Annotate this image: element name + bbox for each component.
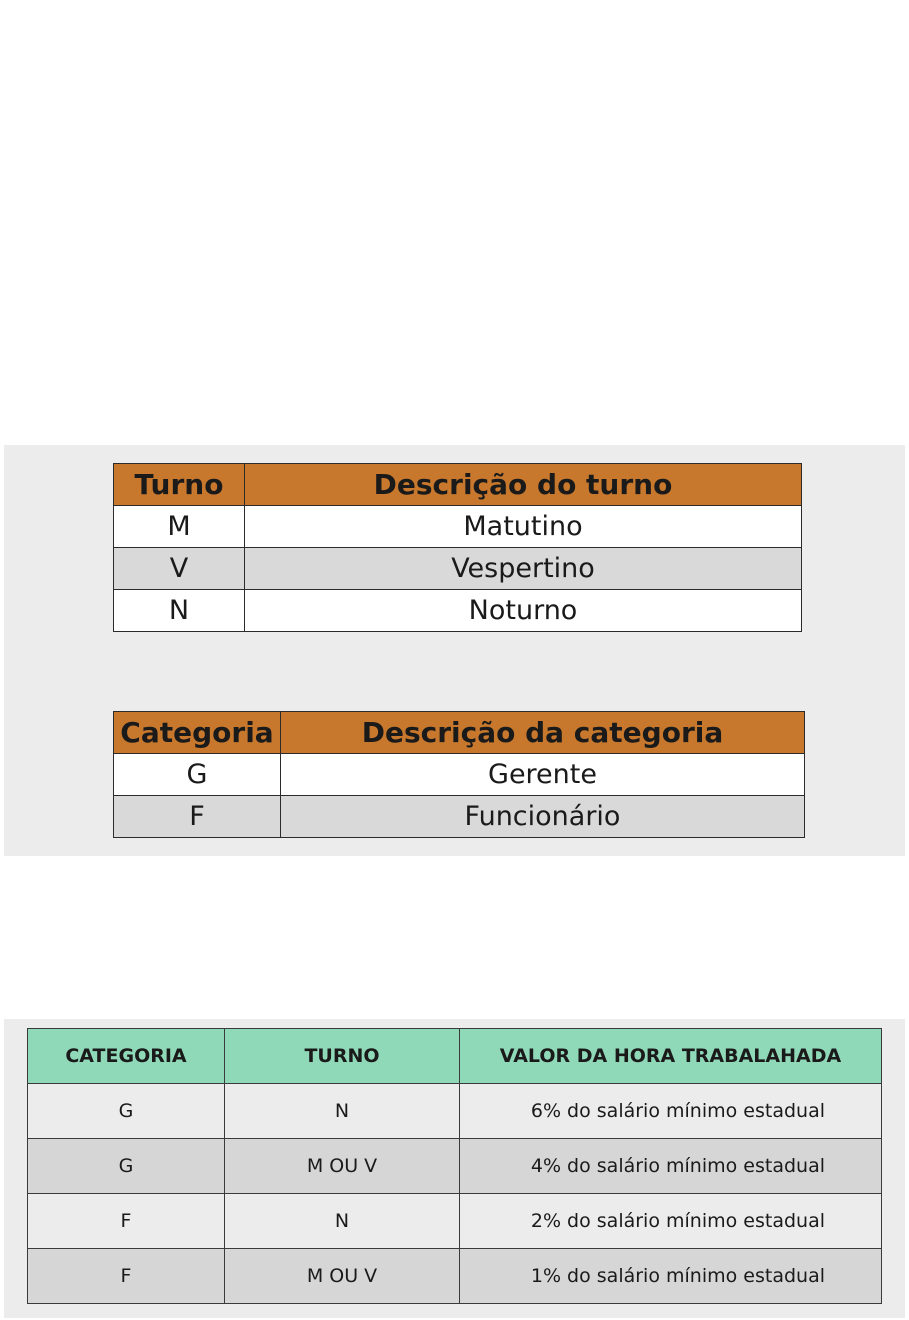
table-row bbox=[28, 1084, 882, 1139]
table-cell: N bbox=[114, 590, 245, 632]
table-cell: Gerente bbox=[281, 754, 805, 796]
categoria-table bbox=[113, 711, 805, 838]
table-row bbox=[114, 548, 802, 590]
table-cell: G bbox=[28, 1084, 225, 1139]
table-cell: G bbox=[114, 754, 281, 796]
table-cell: V bbox=[114, 548, 245, 590]
table-row bbox=[114, 590, 802, 632]
table-cell: F bbox=[28, 1249, 225, 1304]
table-header-row bbox=[28, 1029, 882, 1084]
table-cell: Matutino bbox=[245, 506, 802, 548]
turno-table bbox=[113, 463, 802, 632]
table-row bbox=[114, 506, 802, 548]
valor-hora-table bbox=[27, 1028, 882, 1304]
table-row bbox=[114, 754, 805, 796]
column-header-descricao-turno: Descrição do turno bbox=[245, 464, 802, 506]
table-cell: 4% do salário mínimo estadual bbox=[460, 1139, 882, 1194]
column-header-categoria: CATEGORIA bbox=[28, 1029, 225, 1084]
table-cell: N bbox=[225, 1194, 460, 1249]
column-header-descricao-categoria: Descrição da categoria bbox=[281, 712, 805, 754]
table-row bbox=[28, 1139, 882, 1194]
table-header-row bbox=[114, 712, 805, 754]
table-cell: M bbox=[114, 506, 245, 548]
table-cell: F bbox=[114, 796, 281, 838]
table-cell: N bbox=[225, 1084, 460, 1139]
column-header-turno: Turno bbox=[114, 464, 245, 506]
column-header-categoria: Categoria bbox=[114, 712, 281, 754]
table-cell: F bbox=[28, 1194, 225, 1249]
table-header-row bbox=[114, 464, 802, 506]
table-row bbox=[28, 1249, 882, 1304]
table-row bbox=[114, 796, 805, 838]
table-cell: Noturno bbox=[245, 590, 802, 632]
table-cell: Vespertino bbox=[245, 548, 802, 590]
table-cell: M OU V bbox=[225, 1139, 460, 1194]
table-cell: 1% do salário mínimo estadual bbox=[460, 1249, 882, 1304]
column-header-valor-hora: VALOR DA HORA TRABALAHADA bbox=[460, 1029, 882, 1084]
table-cell: Funcionário bbox=[281, 796, 805, 838]
table-cell: M OU V bbox=[225, 1249, 460, 1304]
table-row bbox=[28, 1194, 882, 1249]
table-cell: 6% do salário mínimo estadual bbox=[460, 1084, 882, 1139]
table-cell: G bbox=[28, 1139, 225, 1194]
column-header-turno: TURNO bbox=[225, 1029, 460, 1084]
table-cell: 2% do salário mínimo estadual bbox=[460, 1194, 882, 1249]
